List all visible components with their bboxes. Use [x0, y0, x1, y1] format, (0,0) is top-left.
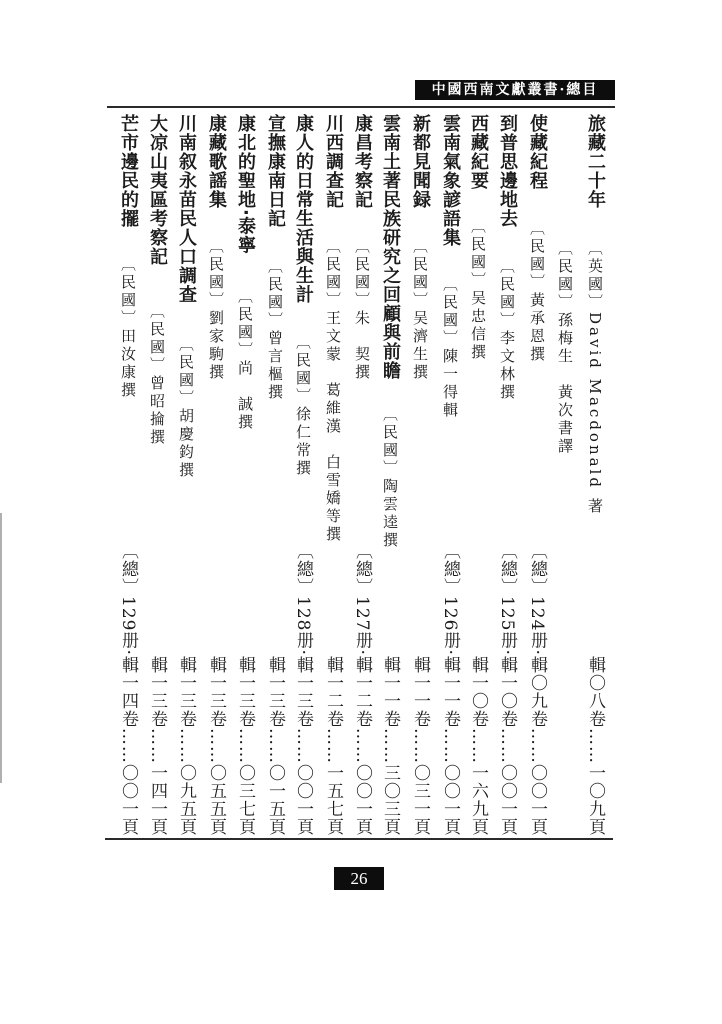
entry-volume-location: 〔總〕124册·輯〇九卷……〇〇一頁	[527, 542, 547, 836]
catalog-entry	[116, 0, 140, 1024]
entry-volume-location: 〔總〕128册·輯一三卷……〇〇一頁	[293, 542, 313, 836]
entry-author: 〔民國〕陳一得輯	[441, 276, 459, 420]
entry-volume-location: 〔總〕126册·輯一一卷……〇〇一頁	[440, 542, 460, 836]
catalog-entry-translator-line	[553, 0, 577, 1024]
entry-author: 〔民國〕李文林撰	[498, 258, 516, 402]
entry-volume-location: 輯〇八卷……一〇九頁	[585, 656, 605, 836]
entry-volume-location: 輯一三卷……〇五五頁	[206, 656, 226, 836]
entry-translator: 〔民國〕孫梅生 黃次書譯	[556, 240, 574, 456]
entry-author: 〔民國〕吴濟生撰	[411, 238, 429, 382]
entry-volume-location: 輯一三卷……〇九五頁	[176, 656, 196, 836]
entry-volume-location: 輯一三卷……一四一頁	[147, 656, 167, 836]
entry-title: 芒市邊民的擺	[118, 114, 139, 228]
entry-title: 到普思邊地去	[497, 114, 518, 228]
entry-title: 康藏歌謡集	[206, 114, 227, 209]
entry-title: 使藏紀程	[527, 114, 548, 190]
entry-title: 川西調查記	[323, 114, 344, 209]
catalog-entry	[291, 0, 315, 1024]
entry-author: 〔英國〕David Macdonald 著	[586, 240, 604, 516]
page-number: 26	[334, 867, 384, 890]
catalog-entry	[145, 0, 169, 1024]
entry-volume-location: 〔總〕127册·輯一二卷……〇〇一頁	[352, 542, 372, 836]
entry-title: 大凉山夷區考察記	[147, 114, 168, 266]
entry-volume-location: 輯一二卷……一五七頁	[323, 656, 343, 836]
bottom-rule-divider	[105, 838, 613, 840]
entry-title: 宣撫康南日記	[265, 114, 286, 228]
entry-title: 雲南土著民族研究之回顧與前瞻	[380, 114, 401, 380]
catalog-entry	[466, 0, 490, 1024]
entry-author: 〔民國〕劉家駒撰	[207, 238, 225, 382]
entry-title: 康昌考察記	[352, 114, 373, 209]
entry-title: 旅藏二十年	[585, 114, 606, 209]
entry-volume-location: 〔總〕129册·輯一四卷……〇〇一頁	[118, 542, 138, 836]
entry-author: 〔民國〕王文蒙 葛維漢 白雪嬌等撰	[324, 238, 342, 544]
entry-author: 〔民國〕曾言樞撰	[266, 258, 284, 402]
entry-volume-location: 輯一三卷……〇一五頁	[265, 656, 285, 836]
entry-title: 川南叙永苗民人口調查	[176, 114, 197, 304]
catalog-entry	[263, 0, 287, 1024]
entry-title: 西藏紀要	[468, 114, 489, 190]
series-title-banner: 中國西南文獻叢書·總目	[415, 80, 615, 100]
entry-author: 〔民國〕黃承恩撰	[528, 220, 546, 364]
catalog-entry	[233, 0, 257, 1024]
entry-title: 康人的日常生活與生計	[293, 114, 314, 304]
catalog-entry	[583, 0, 607, 1024]
entry-author: 〔民國〕尚 誠撰	[236, 288, 254, 432]
scan-edge-mark	[0, 513, 2, 783]
entry-author: 〔民國〕陶雲逵撰	[381, 406, 399, 550]
entry-author: 〔民國〕朱 契撰	[353, 238, 371, 382]
catalog-entry	[408, 0, 432, 1024]
catalog-entry	[204, 0, 228, 1024]
entry-volume-location: 輯一一卷……〇三一頁	[410, 656, 430, 836]
entry-author: 〔民國〕吴忠信撰	[469, 218, 487, 362]
entry-author: 〔民國〕胡慶鈞撰	[177, 336, 195, 480]
entry-title: 雲南氣象諺語集	[440, 114, 461, 247]
entry-author: 〔民國〕田汝康撰	[119, 256, 137, 400]
catalog-entry	[525, 0, 549, 1024]
entry-title: 康北的聖地·泰寧	[235, 114, 256, 255]
entry-volume-location: 輯一〇卷……一六九頁	[468, 656, 488, 836]
entry-volume-location: 輯一三卷……〇三七頁	[235, 656, 255, 836]
entry-author: 〔民國〕曾昭掄撰	[148, 303, 166, 447]
catalog-entry	[495, 0, 519, 1024]
catalog-entry	[438, 0, 462, 1024]
entry-volume-location: 輯一一卷……三〇三頁	[380, 656, 400, 836]
entry-author: 〔民國〕徐仁常撰	[294, 334, 312, 478]
catalog-entry	[174, 0, 198, 1024]
entry-volume-location: 〔總〕125册·輯一〇卷……〇〇一頁	[497, 542, 517, 836]
entry-title: 新都見聞録	[410, 114, 431, 209]
